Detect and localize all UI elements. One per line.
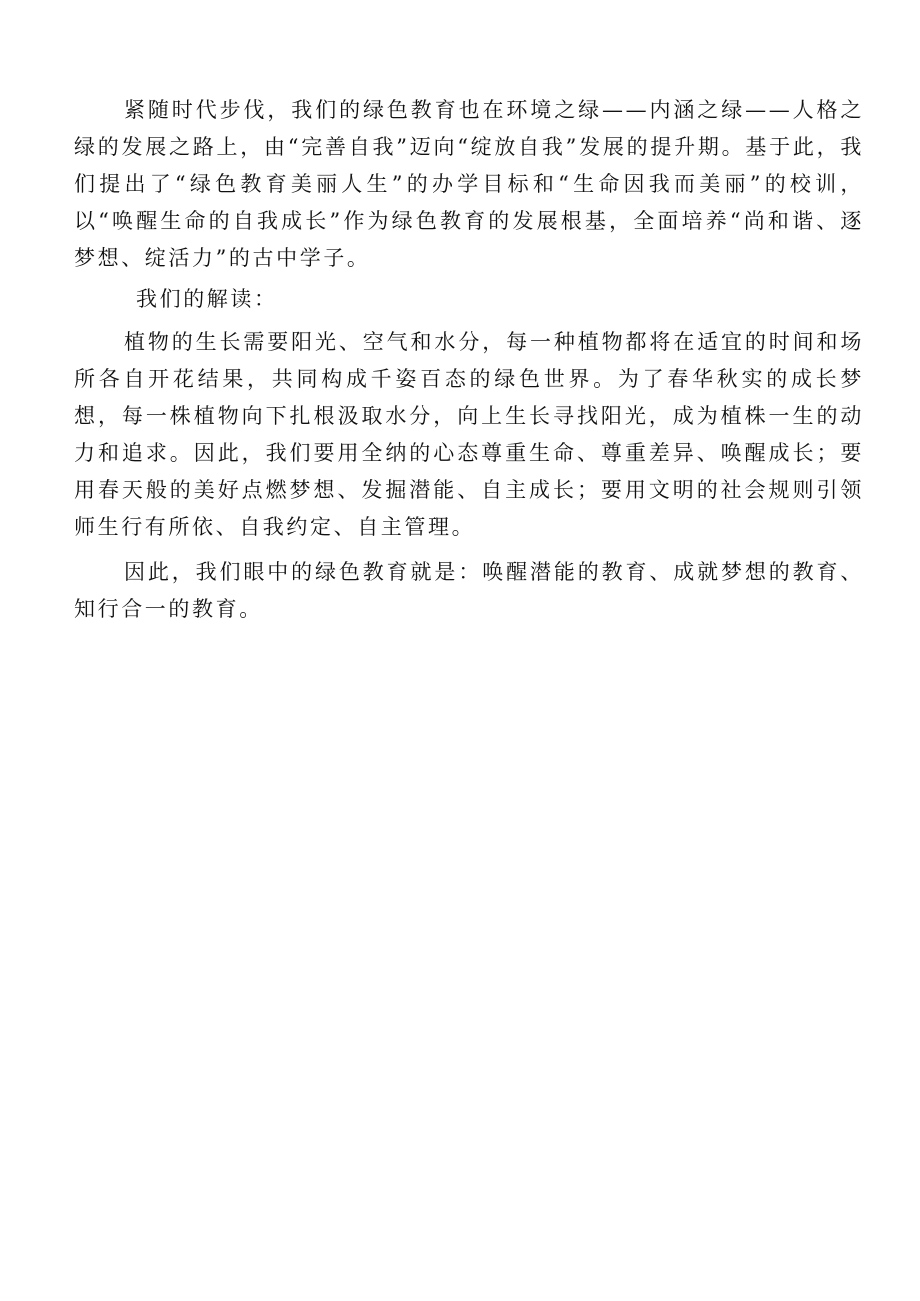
- document-body: [74, 92, 864, 628]
- paragraph-interpretation: 植物的生长需要阳光、空气和水分，每一种植物都将在适宜的时间和场所各自开花结果，共同构成千姿百态的绿色世界。为了春华秋实的成长梦想，每一株植物向下扎根汲取水分，向上生长寻找阳光，成为植株一生的动力和追求。因此，我们要用全纳的心态尊重生命、尊重差异、唤醒成长；要用春天般的美好点燃梦想、发掘潜能、自主成长；要用文明的社会规则引领师生行有所依、自我约定、自主管理。: [74, 330, 864, 539]
- section-heading: 我们的解读：: [136, 287, 278, 311]
- paragraph-conclusion: 因此，我们眼中的绿色教育就是：唤醒潜能的教育、成就梦想的教育、知行合一的教育。: [74, 560, 864, 621]
- paragraph-intro: 紧随时代步伐，我们的绿色教育也在环境之绿——内涵之绿——人格之绿的发展之路上，由“完善自我”迈向“绽放自我”发展的提升期。基于此，我们提出了“绿色教育美丽人生”的办学目标和“生命因我而美丽”的校训，以“唤醒生命的自我成长”作为绿色教育的发展根基，全面培养“尚和谐、逐梦想、绽活力”的古中学子。: [74, 98, 864, 270]
